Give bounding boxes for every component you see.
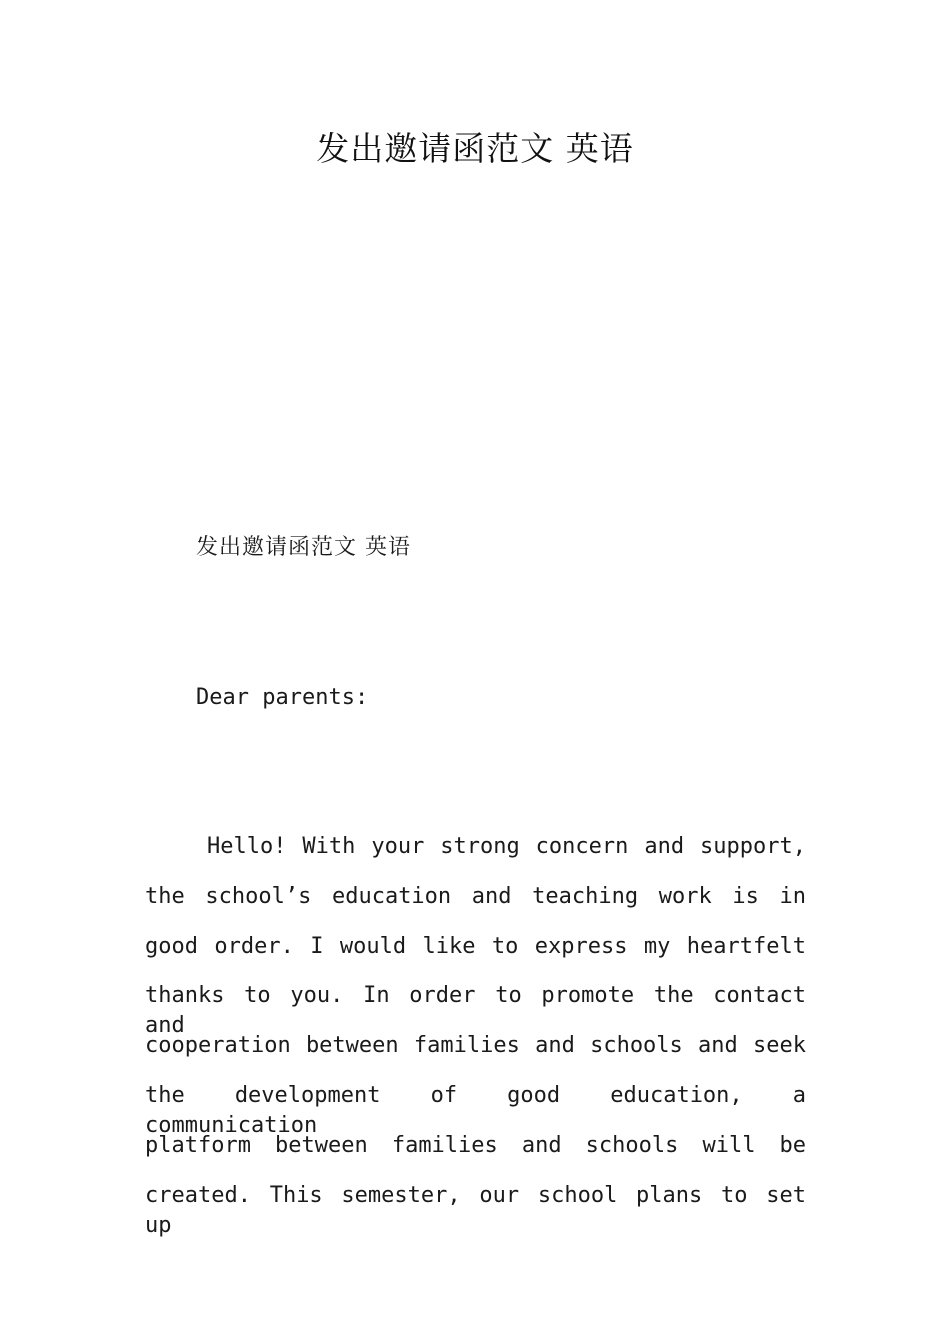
paragraph-line: created. This semester, our school plans to set up bbox=[145, 1182, 806, 1238]
paragraph-line: platform between families and schools will be bbox=[145, 1132, 806, 1158]
document-subtitle: 发出邀请函范文 英语 bbox=[196, 535, 411, 560]
paragraph-line: Hello! With your strong concern and support, bbox=[207, 834, 806, 859]
paragraph-line: the development of good education, a communication bbox=[145, 1082, 806, 1138]
letter-greeting: Dear parents: bbox=[196, 685, 369, 710]
paragraph-line: thanks to you. In order to promote the contact and bbox=[145, 983, 806, 1039]
document-title: 发出邀请函范文 英语 bbox=[316, 129, 634, 168]
letter-body-paragraph bbox=[145, 832, 806, 1238]
paragraph-line: the school’s education and teaching work is in bbox=[145, 883, 806, 909]
paragraph-line: cooperation between families and schools and seek bbox=[145, 1033, 806, 1059]
paragraph-line: good order. I would like to express my heartfelt bbox=[145, 933, 806, 959]
